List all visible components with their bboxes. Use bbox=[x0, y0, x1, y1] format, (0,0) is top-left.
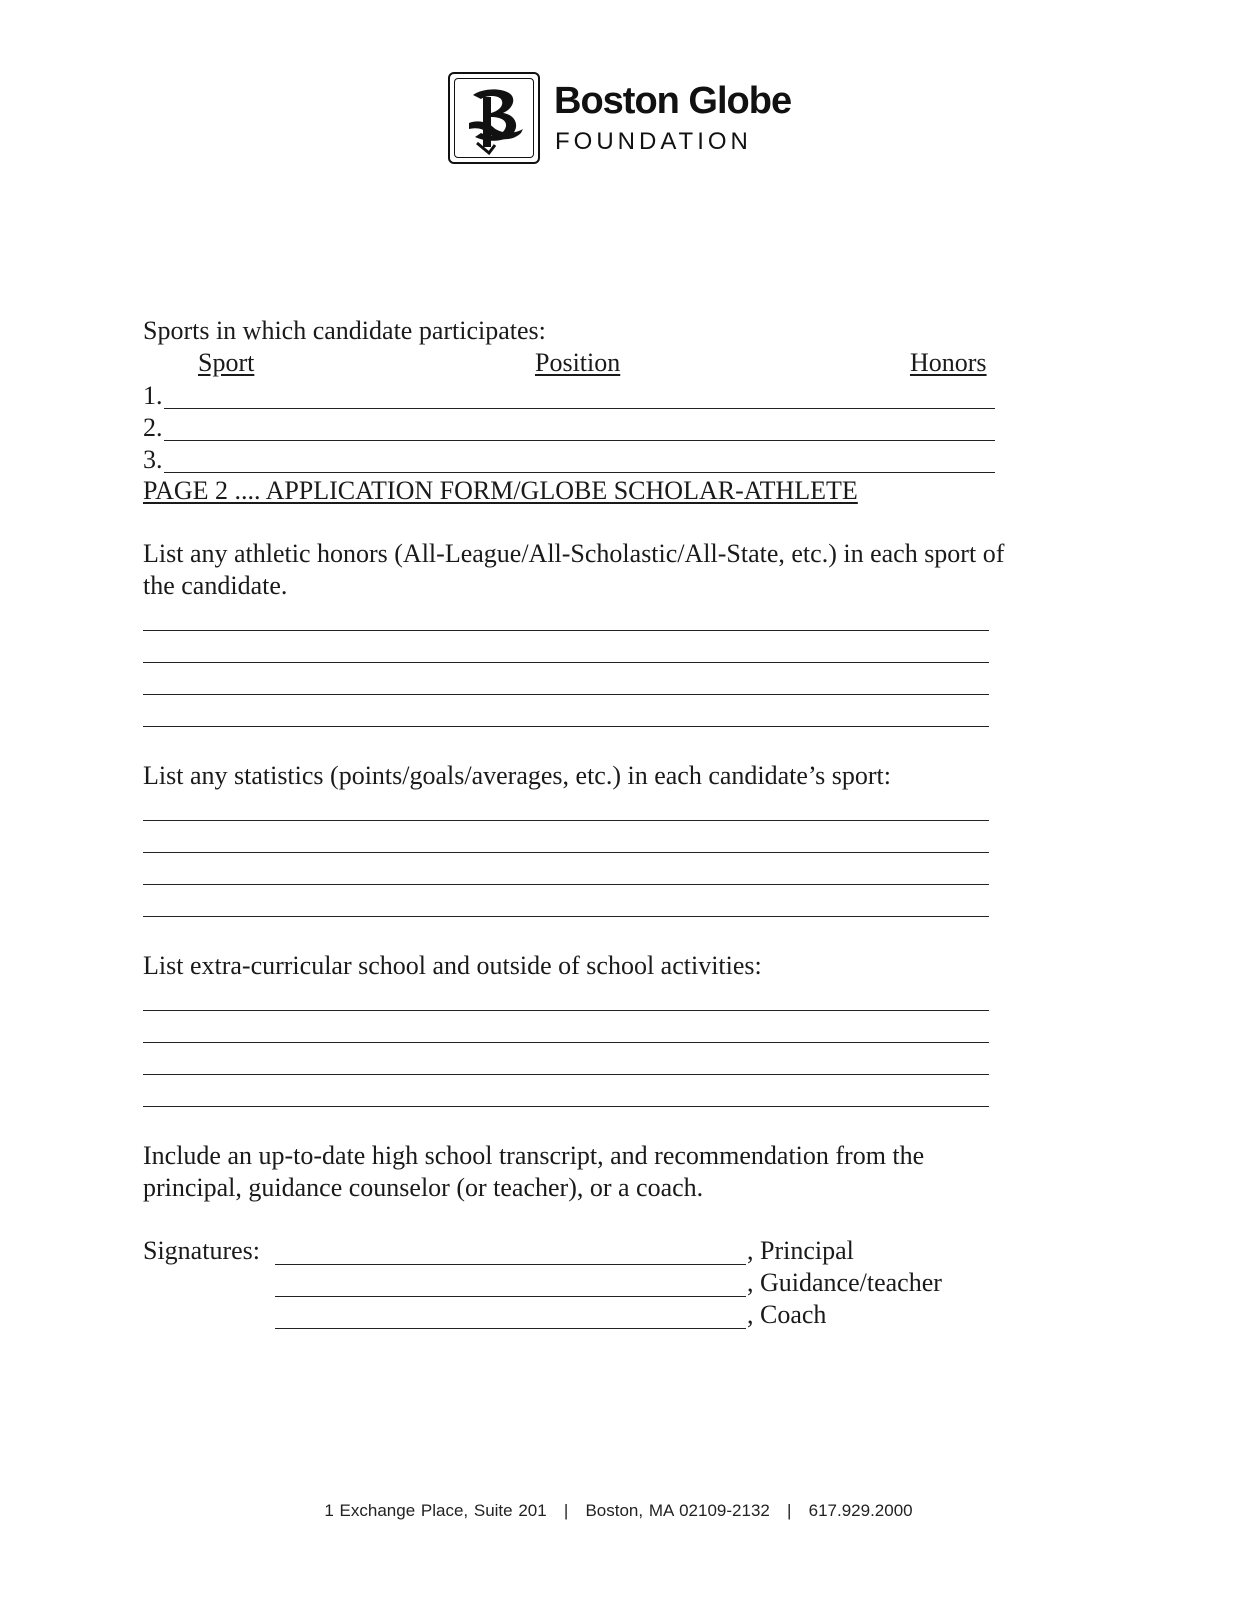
include-note-line2: principal, guidance counselor (or teacher), or a coach. bbox=[143, 1173, 704, 1202]
activities-answer-line[interactable] bbox=[143, 1010, 989, 1011]
page-title: PAGE 2 .... APPLICATION FORM/GLOBE SCHOLAR-ATHLETE bbox=[143, 476, 858, 505]
honors-answer-line[interactable] bbox=[143, 694, 989, 695]
signature-role-principal: , Principal bbox=[747, 1236, 854, 1265]
stats-answer-line[interactable] bbox=[143, 820, 989, 821]
activities-answer-line[interactable] bbox=[143, 1106, 989, 1107]
sport-row-2-field[interactable] bbox=[164, 440, 995, 441]
honors-answer-line[interactable] bbox=[143, 630, 989, 631]
activities-answer-line[interactable] bbox=[143, 1042, 989, 1043]
column-position: Position bbox=[535, 348, 621, 377]
guidance-signature-field[interactable] bbox=[275, 1296, 746, 1297]
sport-row-number: 3. bbox=[143, 445, 163, 474]
stats-answer-line[interactable] bbox=[143, 916, 989, 917]
honors-answer-line[interactable] bbox=[143, 662, 989, 663]
logo-name: Boston Globe bbox=[554, 80, 792, 122]
stats-answer-line[interactable] bbox=[143, 884, 989, 885]
stats-answer-line[interactable] bbox=[143, 852, 989, 853]
sport-row-3-field[interactable] bbox=[164, 472, 995, 473]
foundation-logo-emblem bbox=[448, 72, 540, 164]
honors-prompt-line2: the candidate. bbox=[143, 571, 288, 600]
sport-row-number: 1. bbox=[143, 381, 163, 410]
activities-answer-line[interactable] bbox=[143, 1074, 989, 1075]
principal-signature-field[interactable] bbox=[275, 1264, 746, 1265]
signature-role-coach: , Coach bbox=[747, 1300, 827, 1329]
column-honors: Honors bbox=[910, 348, 987, 377]
stats-prompt: List any statistics (points/goals/averages, etc.) in each candidate’s sport: bbox=[143, 761, 892, 790]
signatures-label: Signatures: bbox=[143, 1236, 260, 1265]
column-sport: Sport bbox=[198, 348, 255, 377]
logo-subtitle: FOUNDATION bbox=[555, 128, 752, 155]
sports-intro: Sports in which candidate participates: bbox=[143, 316, 546, 345]
sport-row-1-field[interactable] bbox=[164, 408, 995, 409]
coach-signature-field[interactable] bbox=[275, 1328, 746, 1329]
gothic-b-logo-icon bbox=[459, 83, 533, 157]
signature-role-guidance: , Guidance/teacher bbox=[747, 1268, 942, 1297]
sport-row-number: 2. bbox=[143, 413, 163, 442]
honors-prompt-line1: List any athletic honors (All-League/All-Scholastic/All-State, etc.) in each sport of bbox=[143, 539, 1005, 568]
include-note-line1: Include an up-to-date high school transcript, and recommendation from the bbox=[143, 1141, 925, 1170]
honors-answer-line[interactable] bbox=[143, 726, 989, 727]
activities-prompt: List extra-curricular school and outside of school activities: bbox=[143, 951, 762, 980]
footer-address: 1 Exchange Place, Suite 201 | Boston, MA 02109-2132 | 617.929.2000 bbox=[324, 1501, 913, 1520]
